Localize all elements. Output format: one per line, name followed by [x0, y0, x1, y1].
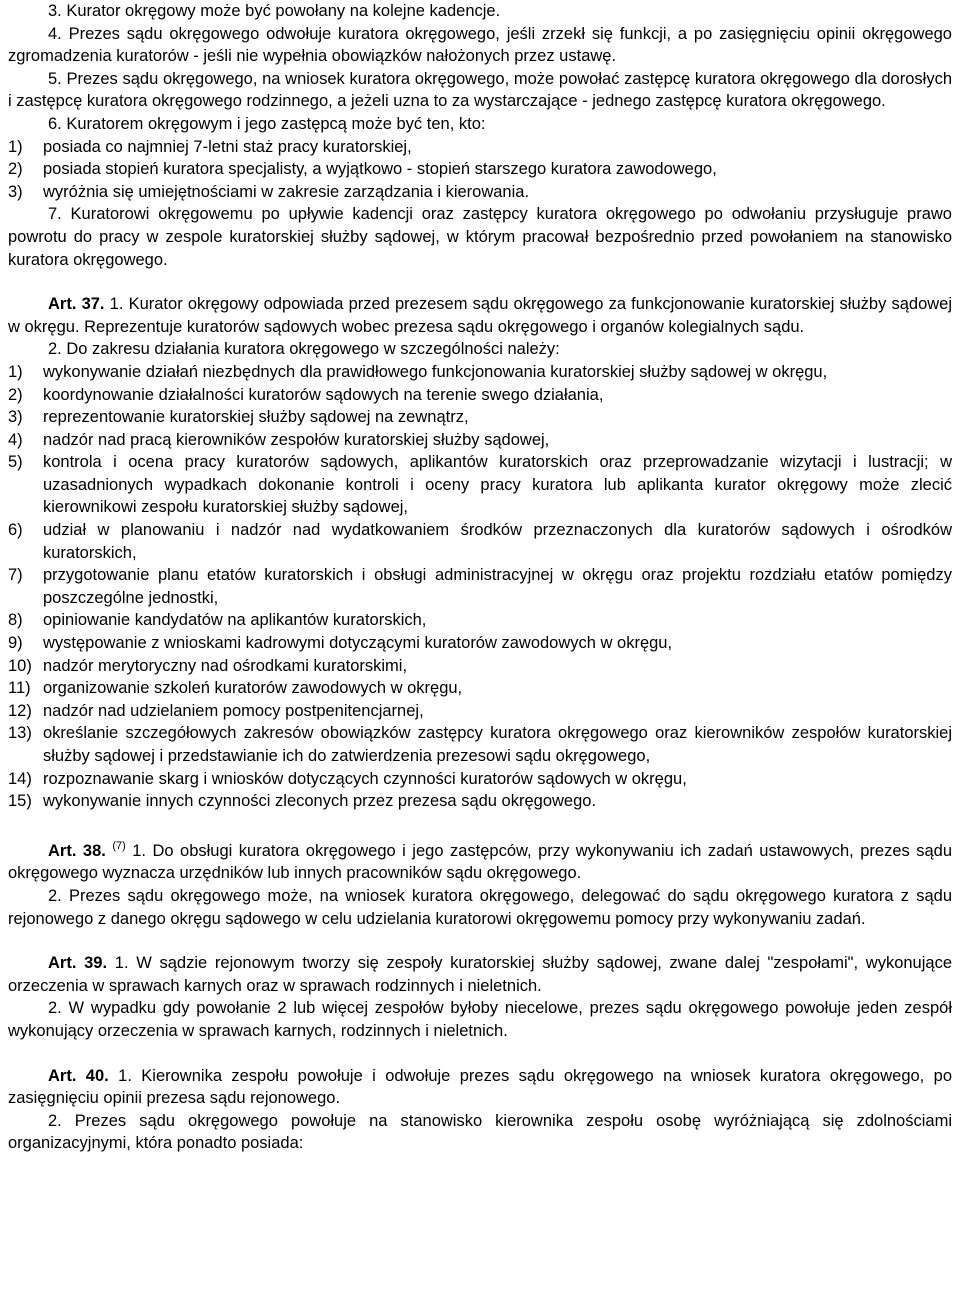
paragraph: 2. Prezes sądu okręgowego powołuje na stanowisko kierownika zespołu osobę wyróżniającą się zdolnościami organizacyjnymi, która ponadto posiada:: [8, 1111, 952, 1153]
list-item-number: 4): [8, 430, 23, 449]
list-item-number: 6): [8, 521, 23, 540]
list-item: [8, 790, 952, 813]
list-item-text: występowanie z wnioskami kadrowymi dotyczącymi kuratorów zawodowych w okręgu,: [43, 634, 673, 653]
list-item-text: koordynowanie działalności kuratorów sądowych na terenie swego działania,: [43, 385, 604, 404]
footnote-ref: (7): [112, 839, 126, 852]
paragraph: 2. Prezes sądu okręgowego może, na wniosek kuratora okręgowego, delegować do sądu okręgowego kuratora z sądu rejonowego z danego okręgu sądowego w celu udzielania kuratorowi okręgowemu pomocy przy wykonywaniu zadań.: [8, 886, 952, 928]
list-item: [8, 158, 952, 181]
list-item: [8, 181, 952, 204]
list-item: [8, 655, 952, 678]
list-item: [8, 768, 952, 791]
article-heading: Art. 37.: [48, 295, 105, 314]
section-gap: [8, 930, 952, 952]
list-item-number: 14): [8, 769, 32, 788]
list-item: [8, 406, 952, 429]
list-item: [8, 722, 952, 767]
list-item-number: 3): [8, 408, 23, 427]
list-item-number: 5): [8, 453, 23, 472]
article-text: 1. Do obsługi kuratora okręgowego i jego zastępców, przy wykonywaniu ich zadań ustawowych, prezes sądu okręgowego wyznacza urzędników lub innych pracowników sądu okręgowego.: [8, 841, 952, 883]
paragraph: 7. Kuratorowi okręgowemu po upływie kadencji oraz zastępcy kuratora okręgowego po odwołaniu przysługuje prawo powrotu do pracy w zespole kuratorskiej służby sądowej, w którym pracował bezpośrednio przed powołaniem na stanowisko kuratora okręgowego.: [8, 205, 952, 269]
list-item-number: 12): [8, 701, 32, 720]
list-item-number: 11): [8, 679, 31, 698]
list-item-text: rozpoznawanie skarg i wniosków dotyczących czynności kuratorów sądowych w okręgu,: [43, 769, 687, 788]
article-paragraph: [8, 835, 952, 885]
list-item-text: nadzór nad udzielaniem pomocy postpenitencjarnej,: [43, 701, 424, 720]
list-item-number: 8): [8, 611, 23, 630]
list-item: [8, 384, 952, 407]
list-item-number: 15): [8, 792, 32, 811]
list-item-text: określanie szczegółowych zakresów obowiązków zastępcy kuratora okręgowego oraz kierowników zespołów kuratorskiej służby sądowej i przedstawianie ich do zatwierdzenia prezesowi sądu okręgowego,: [43, 724, 952, 765]
paragraph: 5. Prezes sądu okręgowego, na wniosek kuratora okręgowego, może powołać zastępcę kuratora okręgowego dla dorosłych i zastępcę kuratora okręgowego rodzinnego, a jeżeli uzna to za wystarczające - jednego zastępcę kuratora okręgowego.: [8, 69, 952, 111]
section-gap: [8, 271, 952, 293]
article-paragraph: [8, 1065, 952, 1110]
list-item: [8, 677, 952, 700]
list-item-text: nadzór nad pracą kierowników zespołów kuratorskiej służby sądowej,: [43, 430, 550, 449]
list-item: [8, 519, 952, 564]
list-item-number: 13): [8, 724, 32, 743]
list-item-number: 10): [8, 656, 32, 675]
list-item-text: przygotowanie planu etatów kuratorskich i obsługi administracyjnej w okręgu oraz projektu rozdziału etatów pomiędzy poszczególne jednostki,: [43, 566, 952, 607]
list-item-text: posiada co najmniej 7-letni staż pracy kuratorskiej,: [43, 137, 412, 156]
list-item-text: udział w planowaniu i nadzór nad wydatkowaniem środków przeznaczonych dla kuratorów sądowych i ośrodków kuratorskich,: [43, 521, 952, 562]
list-item: [8, 609, 952, 632]
paragraph: 2. W wypadku gdy powołanie 2 lub więcej zespołów byłoby niecelowe, prezes sądu okręgowego powołuje jeden zespół wykonujący orzeczenia w sprawach karnych, rodzinnych i nieletnich.: [8, 999, 952, 1040]
list-item-text: wyróżnia się umiejętnościami w zakresie zarządzania i kierowania.: [43, 182, 530, 201]
list-item-number: 1): [8, 362, 23, 381]
list-item: [8, 451, 952, 519]
article-text: 1. W sądzie rejonowym tworzy się zespoły kuratorskiej służby sądowej, zwane dalej "zespołami", wykonujące orzeczenia w sprawach karnych oraz w sprawach rodzinnych i nieletnich.: [8, 954, 952, 995]
paragraph: 4. Prezes sądu okręgowego odwołuje kuratora okręgowego, jeśli zrzekł się funkcji, a po zasięgnięciu opinii okręgowego zgromadzenia kuratorów - jeśli nie wypełnia obowiązków nałożonych przez ustawę.: [8, 24, 952, 66]
list-item-text: organizowanie szkoleń kuratorów zawodowych w okręgu,: [43, 679, 463, 698]
list-item-number: 1): [8, 137, 23, 156]
section-gap: [8, 1043, 952, 1065]
list-item-text: reprezentowanie kuratorskiej służby sądowej na zewnątrz,: [43, 408, 469, 427]
paragraph: 6. Kuratorem okręgowym i jego zastępcą może być ten, kto:: [48, 114, 486, 133]
list-item: [8, 564, 952, 609]
article-text: 1. Kierownika zespołu powołuje i odwołuje prezes sądu okręgowego na wniosek kuratora okręgowego, po zasięgnięciu opinii prezesa sądu rejonowego.: [8, 1066, 953, 1108]
article-paragraph: [8, 293, 952, 338]
list-item-number: 2): [8, 160, 23, 179]
list-item: [8, 700, 952, 723]
article-paragraph: [8, 952, 952, 997]
list-item-text: nadzór merytoryczny nad ośrodkami kuratorskimi,: [43, 656, 408, 675]
paragraph: 3. Kurator okręgowy może być powołany na kolejne kadencje.: [48, 2, 501, 20]
article-heading: Art. 38.: [48, 841, 106, 860]
list-item-number: 7): [8, 566, 23, 585]
article-heading: Art. 39.: [48, 954, 108, 973]
list-item-number: 9): [8, 634, 23, 653]
article-text: 1. Kurator okręgowy odpowiada przed prezesem sądu okręgowego za funkcjonowanie kuratorskiej służby sądowej w okręgu. Reprezentuje kuratorów sądowych wobec prezesa sądu okręgowego i organów kolegialnych sądu.: [8, 295, 953, 336]
list-item: [8, 136, 952, 159]
paragraph: 2. Do zakresu działania kuratora okręgowego w szczególności należy:: [48, 340, 560, 359]
list-item-number: 2): [8, 385, 23, 404]
list-item: [8, 632, 952, 655]
list-item: [8, 361, 952, 384]
list-item-number: 3): [8, 182, 23, 201]
article-heading: Art. 40.: [48, 1066, 109, 1085]
section-gap: [8, 813, 952, 835]
list-item: [8, 429, 952, 452]
list-item-text: kontrola i ocena pracy kuratorów sądowych, aplikantów kuratorskich oraz przeprowadzanie wizytacji i lustracji; w uzasadnionych wypadkach dokonanie kontroli i oceny pracy kuratora lub aplikanta kurator okręgowy może zlecić kierownikowi zespołu kuratorskiej służby sądowej,: [43, 453, 952, 517]
list-item-text: posiada stopień kuratora specjalisty, a wyjątkowo - stopień starszego kuratora zawodowego,: [43, 160, 717, 179]
list-item-text: wykonywanie działań niezbędnych dla prawidłowego funkcjonowania kuratorskiej służby sądowej w okręgu,: [43, 362, 828, 381]
list-item-text: wykonywanie innych czynności zleconych przez prezesa sądu okręgowego.: [43, 792, 597, 811]
list-item-text: opiniowanie kandydatów na aplikantów kuratorskich,: [43, 611, 427, 630]
